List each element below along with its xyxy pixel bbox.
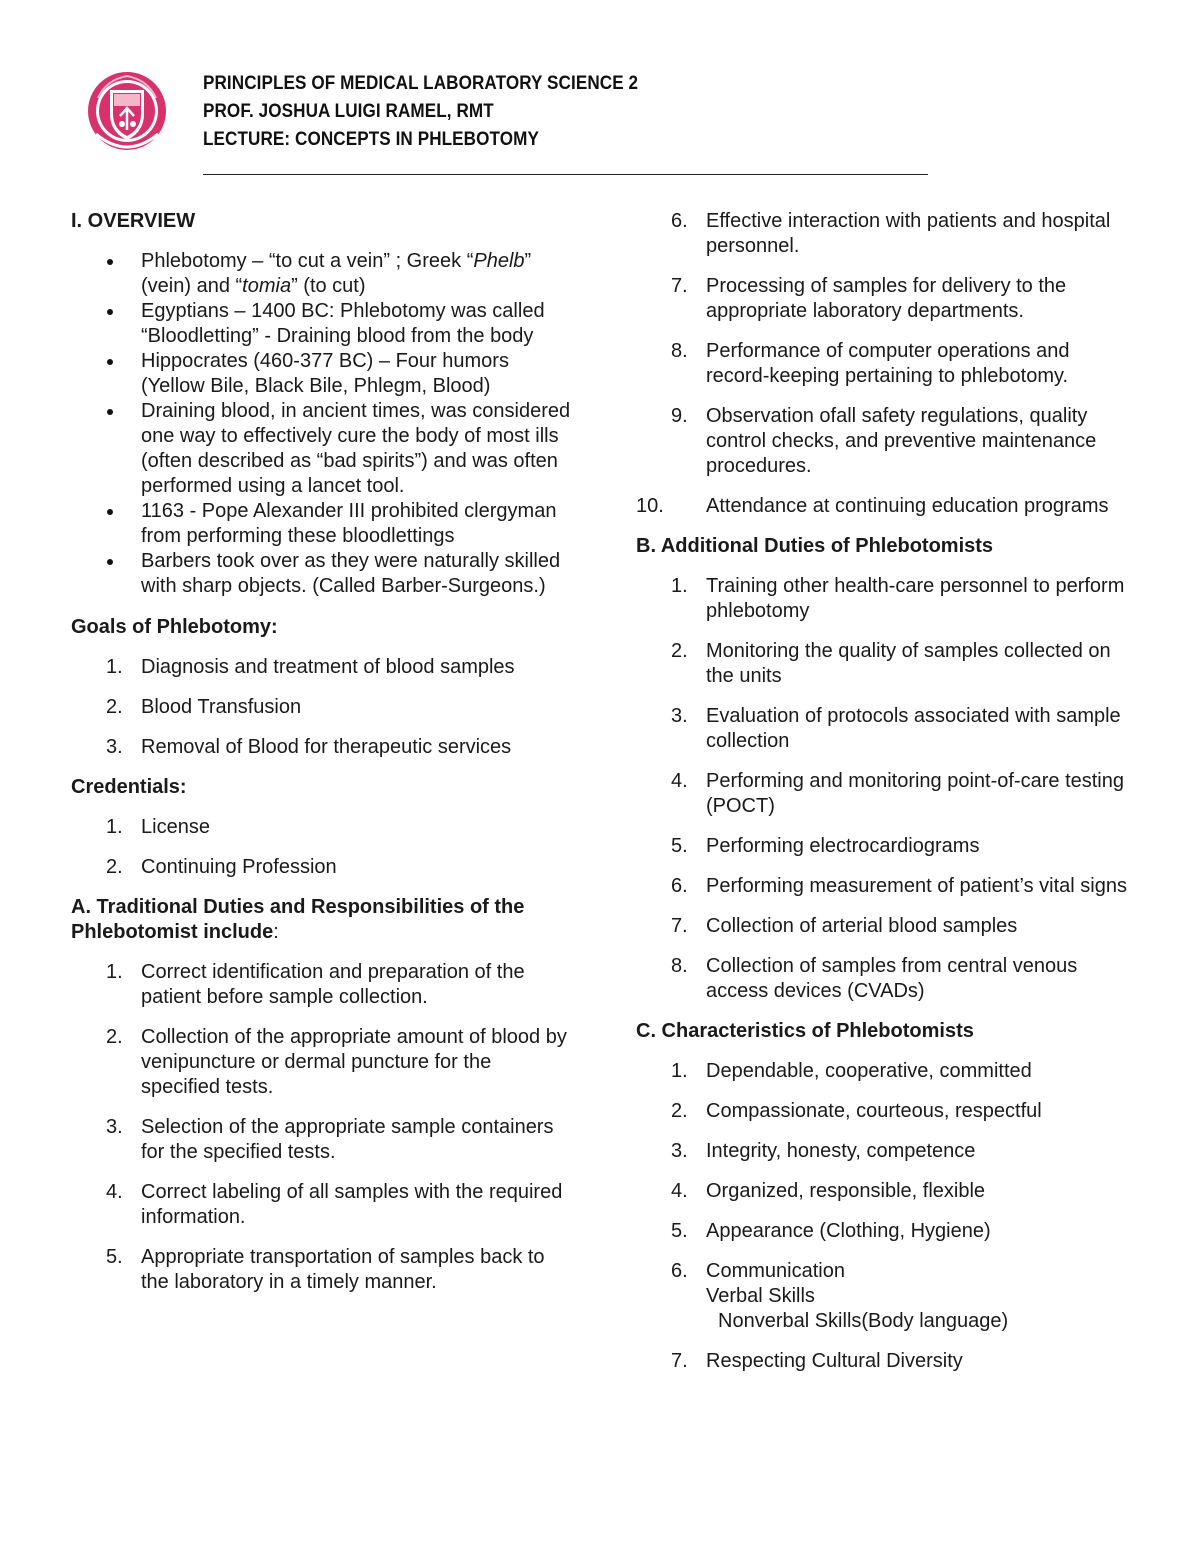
list-item [71, 735, 571, 760]
item-text: Monitoring the quality of samples collected on the units [706, 640, 1111, 687]
item-number: 10. [636, 495, 664, 517]
item-text: Integrity, honesty, competence [706, 1140, 976, 1162]
item-number: 7. [671, 1350, 688, 1372]
item-number: 6. [671, 1260, 688, 1282]
item-text: Training other health-care personnel to perform phlebotomy [706, 575, 1125, 622]
item-text: Organized, responsible, flexible [706, 1180, 986, 1202]
item-text: Removal of Blood for therapeutic services [141, 736, 512, 758]
list-item [636, 704, 1136, 754]
item-number: 5. [671, 1220, 688, 1242]
item-text: Dependable, cooperative, committed [706, 1060, 1032, 1082]
item-number: 3. [671, 705, 688, 727]
item-number: 5. [671, 835, 688, 857]
list-item [71, 655, 571, 680]
section-a-list [71, 960, 571, 1295]
text-segment: ” (vein) and “ [141, 250, 532, 297]
right-column [636, 209, 1136, 1389]
course-title: PRINCIPLES OF MEDICAL LABORATORY SCIENCE 2 [203, 73, 639, 94]
list-item [636, 1219, 1136, 1244]
list-item [71, 1180, 571, 1230]
item-number: 2. [106, 856, 123, 878]
item-text: Performing and monitoring point-of-care testing (POCT) [706, 770, 1124, 817]
list-item [71, 695, 571, 720]
list-item [71, 815, 571, 840]
list-item [71, 399, 571, 499]
university-seal-icon [86, 68, 168, 158]
section-c-heading: C. Characteristics of Phlebotomists [636, 1020, 974, 1042]
left-column [71, 209, 571, 1310]
item-text: Performing measurement of patient’s vital signs [706, 875, 1127, 897]
item-text: Correct identification and preparation of the patient before sample collection. [141, 961, 525, 1008]
list-item [636, 1349, 1136, 1374]
section-b-heading: B. Additional Duties of Phlebotomists [636, 535, 994, 557]
item-number: 5. [106, 1246, 123, 1268]
heading-text: A. Traditional Duties and Responsibilities of the Phlebotomist include [71, 896, 525, 943]
list-item [71, 855, 571, 880]
item-text: Correct labeling of all samples with the required information. [141, 1181, 563, 1228]
list-item [71, 349, 571, 399]
professor-name: PROF. JOSHUA LUIGI RAMEL, RMT [203, 101, 494, 122]
credentials-heading: Credentials: [71, 776, 187, 798]
item-text: Communication [706, 1260, 845, 1282]
item-text: Blood Transfusion [141, 696, 302, 718]
text-segment: Phelb [473, 250, 525, 272]
list-item [636, 1259, 1136, 1334]
item-text: Appropriate transportation of samples back to the laboratory in a timely manner. [141, 1246, 545, 1293]
section-a-list-continued [636, 209, 1136, 519]
text-segment: 1163 - Pope Alexander III prohibited clergyman from performing these bloodlettings [141, 500, 557, 547]
item-number: 8. [671, 340, 688, 362]
item-text: License [141, 816, 210, 838]
item-number: 4. [106, 1181, 123, 1203]
overview-heading: I. OVERVIEW [71, 210, 196, 232]
document-header [203, 70, 686, 154]
list-item [636, 639, 1136, 689]
text-segment: tomia [242, 275, 292, 297]
item-number: 2. [106, 696, 123, 718]
item-text: Evaluation of protocols associated with sample collection [706, 705, 1121, 752]
list-item [636, 1099, 1136, 1124]
item-number: 1. [671, 1060, 688, 1082]
item-text: Observation ofall safety regulations, quality control checks, and preventive maintenance procedures. [706, 405, 1097, 477]
item-text: Attendance at continuing education programs [706, 495, 1109, 517]
sub-item-text: Nonverbal Skills(Body language) [718, 1310, 1009, 1332]
item-number: 4. [671, 770, 688, 792]
list-item [71, 549, 571, 599]
list-item [636, 574, 1136, 624]
bullet-icon [107, 259, 113, 265]
list-item [636, 954, 1136, 1004]
item-number: 1. [106, 816, 123, 838]
item-text: Appearance (Clothing, Hygiene) [706, 1220, 991, 1242]
item-number: 3. [106, 1116, 123, 1138]
item-number: 9. [671, 405, 688, 427]
bullet-icon [107, 309, 113, 315]
list-item [636, 494, 1136, 519]
list-item [636, 404, 1136, 479]
item-number: 1. [106, 961, 123, 983]
item-text: Effective interaction with patients and hospital personnel. [706, 210, 1111, 257]
list-item [636, 769, 1136, 819]
item-text: Collection of arterial blood samples [706, 915, 1018, 937]
item-number: 8. [671, 955, 688, 977]
item-number: 3. [671, 1140, 688, 1162]
item-number: 2. [671, 640, 688, 662]
item-number: 6. [671, 210, 688, 232]
list-item [636, 874, 1136, 899]
item-number: 1. [671, 575, 688, 597]
item-number: 1. [106, 656, 123, 678]
goals-heading: Goals of Phlebotomy: [71, 616, 278, 638]
bullet-icon [107, 409, 113, 415]
section-c-list [636, 1059, 1136, 1374]
item-number: 4. [671, 1180, 688, 1202]
text-segment: Egyptians – 1400 BC: Phlebotomy was called “Bloodletting” - Draining blood from the body [141, 300, 545, 347]
list-item [636, 914, 1136, 939]
item-number: 7. [671, 915, 688, 937]
list-item [71, 1025, 571, 1100]
credentials-list [71, 815, 571, 880]
item-number: 7. [671, 275, 688, 297]
text-segment: Hippocrates (460-377 BC) – Four humors (Yellow Bile, Black Bile, Phlegm, Blood) [141, 350, 509, 397]
list-item [636, 1179, 1136, 1204]
item-number: 6. [671, 875, 688, 897]
text-segment: Phlebotomy – “to cut a vein” ; Greek “ [141, 250, 474, 272]
item-text: Compassionate, courteous, respectful [706, 1100, 1042, 1122]
header-divider [203, 174, 928, 175]
sub-item-text: Verbal Skills [706, 1285, 815, 1307]
text-segment: Draining blood, in ancient times, was considered one way to effectively cure the body of most ills (often described as “bad spirits”) and was often performed using a lancet tool. [141, 400, 571, 497]
list-item [636, 1059, 1136, 1084]
bullet-icon [107, 359, 113, 365]
item-text: Performing electrocardiograms [706, 835, 980, 857]
item-text: Respecting Cultural Diversity [706, 1350, 963, 1372]
overview-list [71, 249, 571, 599]
list-item [71, 1245, 571, 1295]
item-text: Selection of the appropriate sample containers for the specified tests. [141, 1116, 554, 1163]
item-text: Continuing Profession [141, 856, 337, 878]
heading-text: : [273, 921, 279, 943]
item-text: Processing of samples for delivery to the appropriate laboratory departments. [706, 275, 1067, 322]
list-item [636, 209, 1136, 259]
list-item [636, 834, 1136, 859]
section-b-list [636, 574, 1136, 1004]
list-item [71, 249, 571, 299]
section-a-heading [71, 895, 571, 945]
item-number: 2. [671, 1100, 688, 1122]
list-item [636, 274, 1136, 324]
item-text: Performance of computer operations and record-keeping pertaining to phlebotomy. [706, 340, 1070, 387]
bullet-icon [107, 559, 113, 565]
bullet-icon [107, 509, 113, 515]
item-number: 2. [106, 1026, 123, 1048]
item-number: 3. [106, 736, 123, 758]
item-text: Diagnosis and treatment of blood samples [141, 656, 515, 678]
goals-list [71, 655, 571, 760]
lecture-title: LECTURE: CONCEPTS IN PHLEBOTOMY [203, 129, 539, 150]
list-item [71, 499, 571, 549]
item-text: Collection of samples from central venous access devices (CVADs) [706, 955, 1078, 1002]
text-segment: ” (to cut) [291, 275, 366, 297]
list-item [636, 339, 1136, 389]
list-item [71, 960, 571, 1010]
item-text: Collection of the appropriate amount of blood by venipuncture or dermal puncture for the specified tests. [141, 1026, 567, 1098]
list-item [71, 299, 571, 349]
list-item [71, 1115, 571, 1165]
text-segment: Barbers took over as they were naturally skilled with sharp objects. (Called Barber-Surgeons.) [141, 550, 561, 597]
list-item [636, 1139, 1136, 1164]
